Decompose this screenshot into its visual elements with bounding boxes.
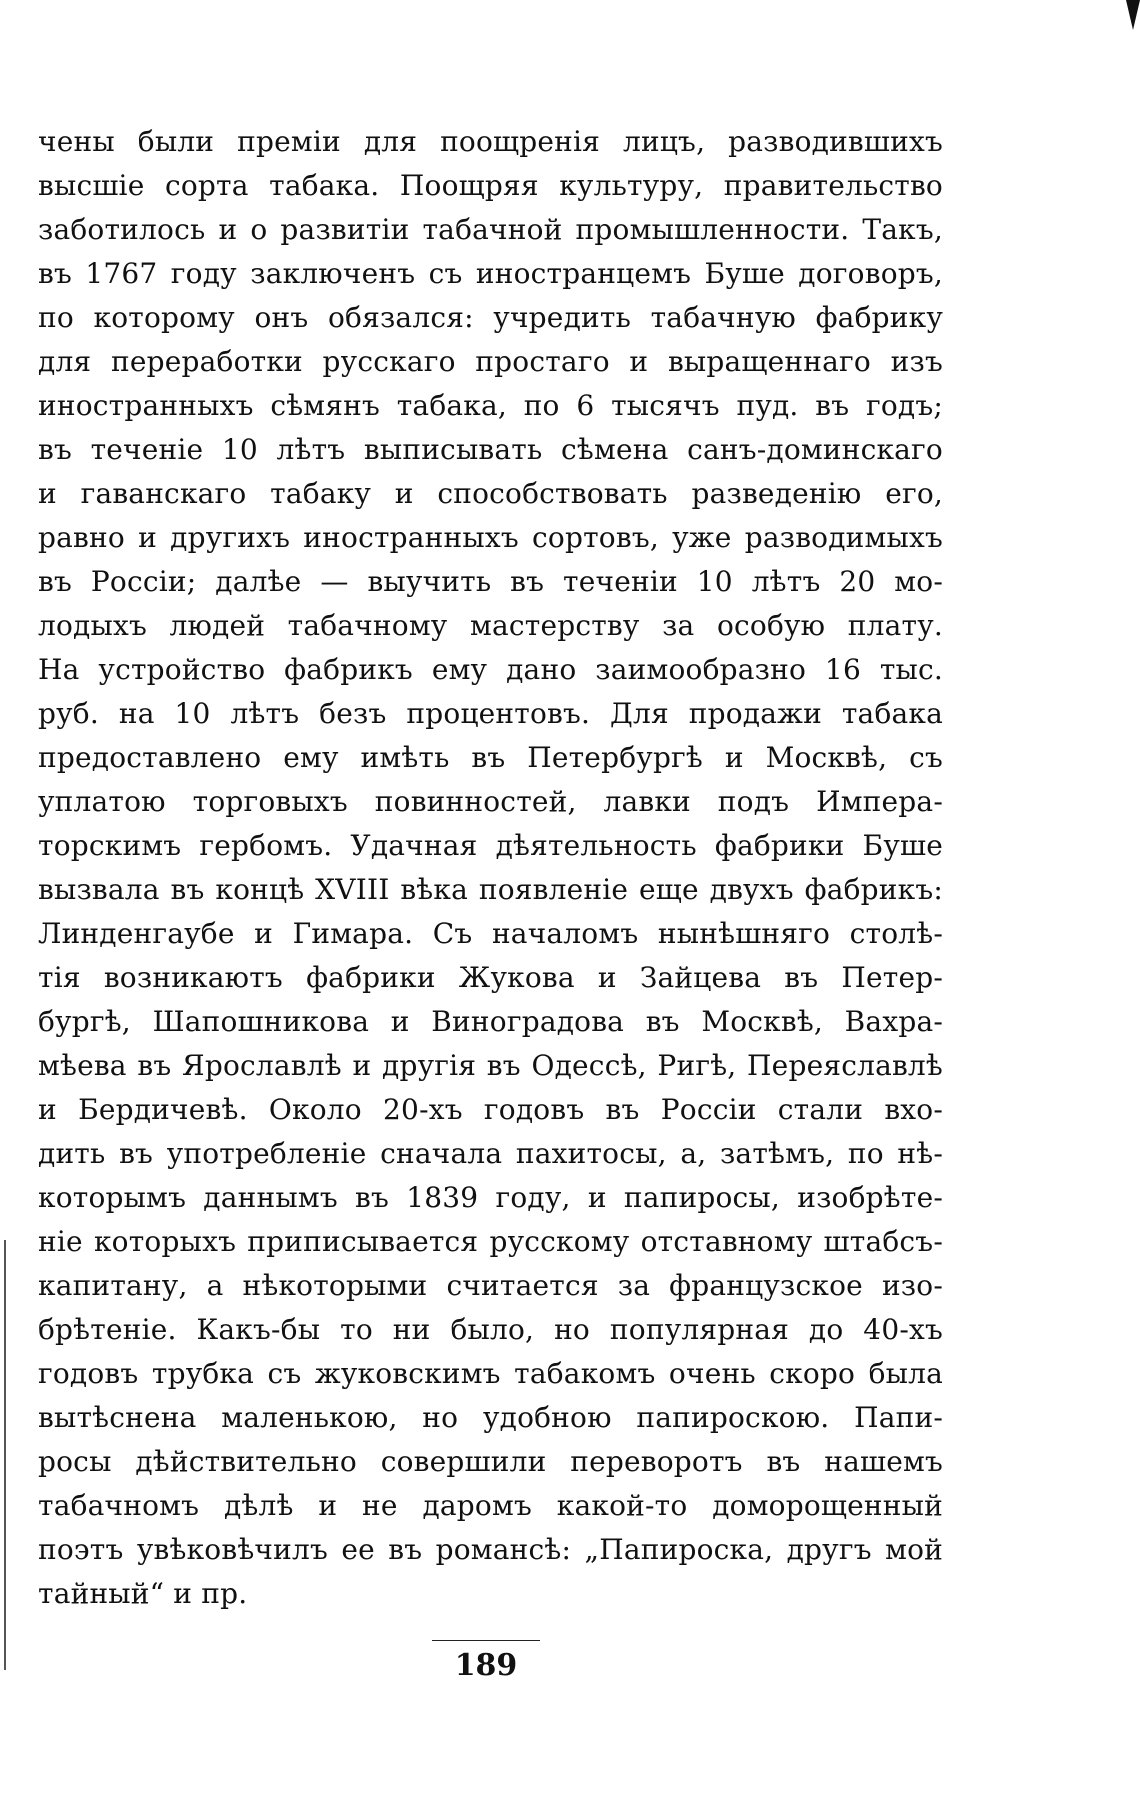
- text-line: росы дѣйствительно совершили переворотъ въ нашемъ: [38, 1445, 943, 1478]
- text-line-last: тайный“ и пр.: [38, 1577, 248, 1610]
- text-line: вызвала въ концѣ XVIII вѣка появленіе еще двухъ фабрикъ:: [38, 873, 943, 906]
- text-line: уплатою торговыхъ повинностей, лавки подъ Импера-: [38, 785, 943, 818]
- scan-corner-mark: [1126, 0, 1140, 30]
- text-line: въ теченіе 10 лѣтъ выписывать сѣмена санъ-доминскаго: [38, 433, 943, 466]
- text-line: въ Россіи; далѣе — выучить въ теченіи 10 лѣтъ 20 мо-: [38, 565, 943, 598]
- text-line: и Бердичевѣ. Около 20-хъ годовъ въ Россіи стали вхо-: [38, 1093, 943, 1126]
- text-line: дить въ употребленіе сначала пахитосы, а, затѣмъ, по нѣ-: [38, 1137, 943, 1170]
- text-line: брѣтеніе. Какъ-бы то ни было, но популярная до 40-хъ: [38, 1313, 943, 1346]
- text-line: вытѣснена маленькою, но удобною папироскою. Папи-: [38, 1401, 943, 1434]
- text-line: тія возникаютъ фабрики Жукова и Зайцева въ Петер-: [38, 961, 943, 994]
- text-line: и гаванскаго табаку и способствовать разведенію его,: [38, 477, 943, 510]
- page-number: 189: [454, 1648, 518, 1683]
- text-line: заботилось и о развитіи табачной промышленности. Такъ,: [38, 213, 943, 246]
- text-line: торскимъ гербомъ. Удачная дѣятельность фабрики Буше: [38, 829, 943, 862]
- page-number-rule: [432, 1640, 540, 1641]
- text-line: ніе которыхъ приписывается русскому отставному штабсъ-: [38, 1225, 943, 1258]
- text-line: поэтъ увѣковѣчилъ ее въ романсѣ: „Папироска, другъ мой: [38, 1533, 943, 1566]
- text-line: капитану, а нѣкоторыми считается за французское изо-: [38, 1269, 943, 1302]
- text-line: годовъ трубка съ жуковскимъ табакомъ очень скоро была: [38, 1357, 943, 1390]
- text-line: бургѣ, Шапошникова и Виноградова въ Москвѣ, Вахра-: [38, 1005, 943, 1038]
- text-line: руб. на 10 лѣтъ безъ процентовъ. Для продажи табака: [38, 697, 943, 730]
- text-line: по которому онъ обязался: учредить табачную фабрику: [38, 301, 943, 334]
- scan-margin-line: [4, 1240, 6, 1670]
- text-line: табачномъ дѣлѣ и не даромъ какой-то доморощенный: [38, 1489, 943, 1522]
- text-line: лодыхъ людей табачному мастерству за особую плату.: [38, 609, 943, 642]
- text-line: чены были преміи для поощренія лицъ, разводившихъ: [38, 125, 943, 158]
- text-line: въ 1767 году заключенъ съ иностранцемъ Буше договоръ,: [38, 257, 943, 290]
- text-line: высшіе сорта табака. Поощряя культуру, правительство: [38, 169, 943, 202]
- body-text: [38, 120, 943, 1616]
- text-line: На устройство фабрикъ ему дано заимообразно 16 тыс.: [38, 653, 943, 686]
- text-line: которымъ даннымъ въ 1839 году, и папиросы, изобрѣте-: [38, 1181, 943, 1214]
- text-line: равно и другихъ иностранныхъ сортовъ, уже разводимыхъ: [38, 521, 943, 554]
- text-line: иностранныхъ сѣмянъ табака, по 6 тысячъ пуд. въ годъ;: [38, 389, 943, 422]
- text-line: Линденгаубе и Гимара. Съ началомъ нынѣшняго столѣ-: [38, 917, 943, 950]
- text-line: для переработки русскаго простаго и выращеннаго изъ: [38, 345, 943, 378]
- text-line: мѣева въ Ярославлѣ и другія въ Одессѣ, Ригѣ, Переяславлѣ: [38, 1049, 943, 1082]
- text-line: предоставлено ему имѣть въ Петербургѣ и Москвѣ, съ: [38, 741, 943, 774]
